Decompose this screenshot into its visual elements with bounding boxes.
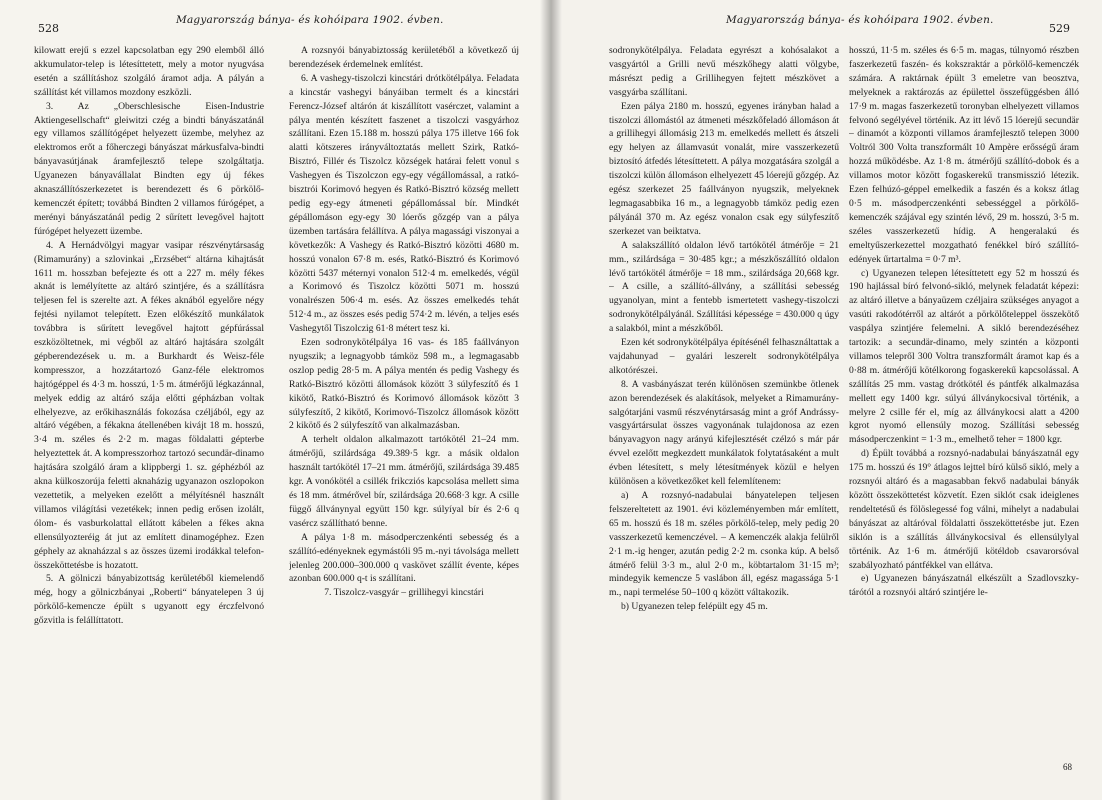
paragraph: A terhelt oldalon alkalmazott tartókötél 21–24 mm. átmérőjű, szilárdsága 49.389·5 kgr. a másik oldalon használt tartókötél 17–21 mm. átmérőjű, szilárdsága 39.485 kgr. A vonókötél a csillék frikcziós kapcsolása mellett sima és 18 mm. átmérővel bír, szilárdsága 20.668·3 kgr. A csille függő állványnyal együtt 150 kgr. súlyíyal bír és 2·6 q vasércz szállítható benne.: [289, 434, 519, 529]
paragraph: hosszú, 11·5 m. széles és 6·5 m. magas, túlnyomó részben faszerkezetű faszén- és kokszraktár a pörkölő-kemenczék számára. A raktárnak épült 3 emeletre van beosztva, melyeknek a raktározás az épülettel összefüggésben álló 17·9 m. magas faszerkezetű toronyban elhelyezett villamos felvonó segélyével történik. Az itt lévő 15 lóerejű secundär – dinamót a központi villamos áramfejlesztő telepen 3000 Voltról 300 Volta transzformált 10 Ampère erősségű áram hozzá működésbe. Az 1·8 m. átmérőjű szállító-dobok és a villamos motor között fogaskerekű transmisszió létezik. Ezen felhúzó-géppel emelkedik a faszén és a koksz átlag 0·5 m. másodperczenkénti sebességgel a pörkölő-kemenczék szájával egy szintén lévő, 29 m. hosszú, 3·5 m. széles vasszerkezetű hídig. A hengeralakú és emeltyűszerkezettel mozgatható fenékkel bíró szállító-edények űrtartalma = 0·7 m³.: [849, 45, 1079, 265]
signature-mark: 68: [1063, 762, 1072, 772]
right-page: [551, 0, 1102, 800]
paragraph: a) A rozsnyó-nadabulai bányatelepen teljesen felszereltetett az 1901. évi közleményemben már említett, 65 m. hosszú és 18 m. széles pörkölő-telep, mely pedig 20 vasszerkezetű kemenczével. – A kemenczék alakja felülről 2·1 m.-ig henger, azután pedig 2·2 m. csonka kúp. A belső átmérő felül 3·3 m., alul 2·0 m., köbtartalom 31·15 m³; mindegyik kemencze 5 vaslábon áll, egész magassága 5·1 m., napi termelése 50–100 q között váltakozik.: [609, 490, 839, 599]
right-page-number: 529: [1049, 22, 1070, 35]
right-column-2: [849, 44, 1079, 784]
left-running-head: Magyarország bánya- és kohóipara 1902. évben.: [176, 14, 444, 26]
paragraph: 4. A Hernádvölgyi magyar vasipar részvénytársaság (Rimamurány) a szlovinkai „Erzsébet“ altárna kihajtását 1611 m. hosszban befejezte és ott a 227 m. mély fékes aknát is lemélyítette az altáró szintjére, és a szállításra teljesen fel is szerelte azt. A fékes aknából egyelőre négy fejtési nyilamot telepített. Ezen előkészítő munkálatok továbbra is sűrített levegővel hajtott gépfúrással eszközöltetnek, mi végből az altáró hajtására szolgált gépberendezések u. m. a Burkhardt és Weisz-féle kompresszor, a hozzátartozó Ganz-féle elektromos hajtógéppel és 4·3 m. hosszú, 1·5 m. átmérőjű légkazánnal, melyek eddig az altáró szája előtti gépházban voltak elhelyezve, az erőkihasználás fokozása czéljából, egy az altáró végében, a fékakna átellenében kivájt 18 m. hosszú, 3·4 m. széles és 2·2 m. magas földalatti gépterbe helyeztettek át. A kompresszorhoz tartozó secundär-dinamo hajtására szolgáló áram a klippbergi 1. sz. géphézból az akna külkoszorúja feletti aknaházig ugyanazon oszlopokon vezettetik, a melyeken ezelőtt a mélyítésnél használt villamos világítási vezetékek; innen pedig erősen izolált, ólom- és vasburkolattal ellátott kábelen a fékes akna ellensúlyozteréig át jut az említett dinamogéphez. Ezen géphely az aknaházzal s az összes üzemi irodákkal telefon-összeköttetésbe is hozatott.: [34, 239, 264, 571]
book-gutter: [540, 0, 562, 800]
paragraph: b) Ugyanezen telep felépült egy 45 m.: [621, 601, 768, 613]
paragraph: kilowatt erejű s ezzel kapcsolatban egy 290 elemből álló akkumulator-telep is létesíttetett, mely a motor nyugvása esetén a szállításhoz szolgáló áramot adja. A pályán a szállítást két villamos mozdony eszközli.: [34, 45, 264, 98]
paragraph: Ezen két sodronykötélpálya építésénél felhasználtattak a vajdahunyad – gyalári leszerelt sodronykötélpálya alkotórészei.: [609, 337, 839, 376]
paragraph: A pálya 1·8 m. másodperczenkénti sebesség és a szállító-edényeknek egymástóli 95 m.-nyi távolsága mellett jelenleg 200.000–300.000 q vaskövet szállít évente, képes azonban 600.000 q-t is szállítani.: [289, 531, 519, 585]
paragraph: 6. A vashegy-tiszolczi kincstári drótkötélpálya. Feladata a kincstár vashegyi bányáiban termelt és a kincstári Ferencz-József altárón át kiszállított vasérczet, valamint a pálya mentén készített faszenet a tiszolczi vasgyárhoz szállítani. Ezen 15.188 m. hosszú pálya 175 illetve 166 fok alatti kötszeres irányváltoztatás mellett Szirk, Ratkó-Bisztró, Fillér és Tiszolcz községek határai felett vonul s Vashegyen és Tiszolczon egy-egy végállomással, a ratkó-bisztrói Korimovó hegyen és Ratkó-Bisztró község mellett pedig egy-egy átmeneti gépállomással bír. Mindkét gépállomáson egy-egy 30 lóerős gőzgép van a pálya üzemben tartására felállítva. A pálya magassági viszonyai a következők: A Vashegy és Ratkó-Bisztró közötti 4680 m. hosszú vonalon 67·8 m. esés, Ratkó-Bisztró és Korimovó közötti 5437 méternyi vonalon 512·4 m. emelkedés, végül a Korimovó és Tiszolcz közötti 5071 m. hosszú vonalrészen 506·4 m. esés. Az összes emelkedés tehát 512·4 m., az összes esés pedig 574·2 m. lévén, a teljes esés Vashegytől Tiszolczig 61·8 métert tesz ki.: [289, 72, 519, 335]
paragraph: 8. A vasbányászat terén különösen szemünkbe ötlenek azon berendezések és alakítások, melyeket a Rimamurány-salgótarjáni vasmű részvénytársaság mint a gróf Andrássy-vasgyártársulat összes vagyonának tulajdonosa az ezen bányavagyon nagy arányú kifejlesztését czélzó s már pár évvel ezelőtt megkezdett munkálatok folytatásaként a mult évben létesített, s mely létesítmények közül e helyen különösen a következőket kell felemlítenem:: [609, 378, 839, 488]
right-running-head: Magyarország bánya- és kohóipara 1902. évben.: [726, 14, 994, 26]
paragraph: 5. A gölniczi bányabizottság kerületéből kiemelendő még, hogy a gölniczbányai „Roberti“ bányatelepen 3 új pörkölő-kemencze épült s ugyanott egy érczfelvonó gőzvitla is felállíttatott.: [34, 573, 264, 627]
paragraph: c) Ugyanezen telepen létesíttetett egy 52 m hosszú és 190 hajlással bíró felvonó-sikló, melynek feladatát képezi: az altáró illetve a bányaüzem czéljaira szükséges anyagot a vasúti rakodótérről az altárót a pörkölőteleppel összekötő vaspálya szintjére felemelni. A sikló berendezéséhez tartozik: a secundär-dinamo, mely szintén a központi villamos telepről 300 Voltra transzformált áramot kap és a 0·88 m. átmérőjű kötélkorong fogaskerekű kapcsolással. A szállítás 25 mm. vastag drótkötél és pántfék alkalmazása mellett egy 1400 kgr. súlyú állványkocsival történik, a melyre 2 csille fér el, míg az állványkocsi alatt a 4200 kgrot nyomó ellensúly mozog. Szállítási sebesség másodperczenkint = 1·3 m., emelhető teher = 1800 kgr.: [849, 267, 1079, 446]
right-column-1: [609, 44, 839, 784]
paragraph: d) Épült továbbá a rozsnyó-nadabulai bányászatnál egy 175 m. hosszú és 19° átlagos lejttel bíró külső sikló, mely a rozsnyói altáró és a magasabban fekvő nadabulai bányák között összeköttetést közvetít. Ezen siklót csak ideiglenes rendeltetésű és fölöslegessé fog válni, mihelyt a nadabulai bányászat az altáróval földalatti összeköttetésbe jut. Ezen siklón is a szállítás állványkocsival és ellensúlylyal történik. Az 1·6 m. átmérőjű kötéldob csavarorsóval szabályozható pántfékkel van ellátva.: [849, 448, 1079, 571]
paragraph: 3. Az „Oberschlesische Eisen-Industrie Aktiengesellschaft“ gleiwitzi czég a bindti bányászatánál egy villamos szállítógépet helyezett üzembe, melyhez az elektromos erőt a főherczegi bányászat márkusfalva-bindti bányavasútjának áramfejlesztő telepe szolgáltatja. Ugyanezen bányavállalat Bindten egy új fékes aknaszállítószerkezetet is berendezett és 6 pörkölő-kemenczét épített; továbbá Bindten 2 villamos fúrógépet, a merényi bányászatánál pedig 2 sűrített levegővel hajtott fúrógépet helyezett üzembe.: [34, 100, 264, 237]
paragraph: e) Ugyanezen bányászatnál elkészült a Szadlovszky-tárótól a rozsnyói altáró szintjére le-: [849, 573, 1079, 599]
section-heading: 7. Tiszolcz-vasgyár – grillihegyi kincstári: [324, 587, 484, 599]
paragraph: Ezen sodronykötélpálya 16 vas- és 185 faállványon nyugszik; a legnagyobb támköz 598 m., a legmagasabb oszlop pedig 28·5 m. A pálya mentén és pedig Vashegy és Ratkó-Bisztró közötti állomások között 3 súlyfeszítő és 1 kikötő, Ratkó-Bisztró és Korimovó állomások között 3 súlyfeszítő, 2 kikötő, Korimovó-Tiszolcz állomások között 2 kikötő és 2 súlyfeszítő van alkalmazásban.: [289, 337, 519, 432]
left-column-2: [289, 44, 519, 784]
left-page-number: 528: [38, 22, 59, 35]
paragraph: Ezen pálya 2180 m. hosszú, egyenes irányban halad a tiszolczi állomástól az átmeneti mészkőfeladó állomáson át a grillihegyi állomásig 213 m. emelkedés mellett és átszeli egy helyen az államvasút vonalát, mire vasszerkezetű biztosító átfedés létesíttetett. A pálya mozgatására szolgál a tiszolczi külön állomáson elhelyezett 45 lóerejű gőzgép. Az egész szerkezet 25 faállványon nyugszik, melyeknek legmagasabbika 16 m., a legnagyobb támköz pedig ezen pályánál 370 m. Az egész vonalon csak egy súlyfeszítő szerkezet van beiktatva.: [609, 100, 839, 237]
paragraph: A rozsnyói bányabiztosság kerületéből a következő új berendezések érdemelnek említést.: [289, 45, 519, 70]
paragraph: sodronykötélpálya. Feladata egyrészt a kohósalakot a vasgyártól a Grilli nevű mészkőhegy alatti völgybe, másrészt pedig a Grillihegyen fejtett mészkövet a vasgyárba szállítani.: [609, 45, 839, 98]
left-column-1: [34, 44, 264, 784]
paragraph: A salakszállító oldalon lévő tartókötél átmérője = 21 mm., szilárdsága = 30·485 kgr.; a mészkőszállító oldalon lévő tartókötél átmérője = 18 mm., szilárdsága 20,668 kgr. – A csille, a szállító-állvány, a szállítási sebesség ugyanolyan, mint a fentebb ismertetett vashegy-tiszolczi sodronykötélpályánál. Szállítási képessége = 430.000 q úgy a salakból, mint a mészkőből.: [609, 239, 839, 335]
